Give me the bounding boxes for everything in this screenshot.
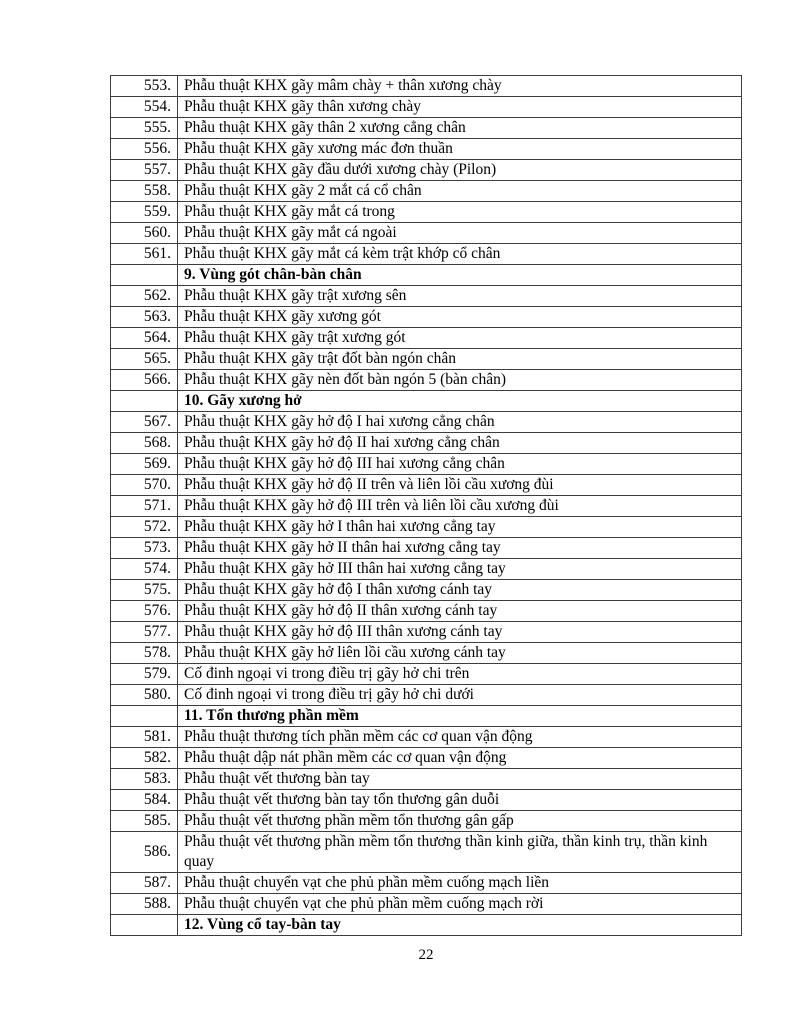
- row-description: Phẫu thuật KHX gãy mâm chày + thân xương chày: [178, 76, 742, 97]
- row-number: 583.: [111, 769, 178, 790]
- row-number: 554.: [111, 97, 178, 118]
- table-row: [111, 349, 742, 370]
- row-number: [111, 265, 178, 286]
- table-row: [111, 475, 742, 496]
- row-description: Phẫu thuật KHX gãy hở II thân hai xương cẳng tay: [178, 538, 742, 559]
- table-row: [111, 811, 742, 832]
- row-description: Phẫu thuật KHX gãy trật xương gót: [178, 328, 742, 349]
- table-row: [111, 160, 742, 181]
- row-description: Phẫu thuật KHX gãy trật đốt bàn ngón chân: [178, 349, 742, 370]
- row-description: Phẫu thuật KHX gãy thân xương chày: [178, 97, 742, 118]
- row-number: 556.: [111, 139, 178, 160]
- row-number: 558.: [111, 181, 178, 202]
- row-number: 577.: [111, 622, 178, 643]
- row-number: 582.: [111, 748, 178, 769]
- row-description: Phẫu thuật KHX gãy nèn đốt bàn ngón 5 (bàn chân): [178, 370, 742, 391]
- row-description: Phẫu thuật KHX gãy hở độ II hai xương cẳng chân: [178, 433, 742, 454]
- procedures-table: [110, 75, 742, 936]
- row-description: Phẫu thuật KHX gãy hở độ III hai xương cẳng chân: [178, 454, 742, 475]
- page-number: 22: [418, 947, 434, 963]
- row-description: Phẫu thuật KHX gãy hở liên lồi cầu xương cánh tay: [178, 643, 742, 664]
- table-row: [111, 685, 742, 706]
- row-description: Phẫu thuật KHX gãy hở III thân hai xương cẳng tay: [178, 559, 742, 580]
- row-number: 570.: [111, 475, 178, 496]
- row-description: Phẫu thuật dập nát phần mềm các cơ quan vận động: [178, 748, 742, 769]
- row-description: Phẫu thuật KHX gãy hở độ II trên và liên lồi cầu xương đùi: [178, 475, 742, 496]
- table-row: [111, 559, 742, 580]
- table-row: [111, 223, 742, 244]
- row-number: 568.: [111, 433, 178, 454]
- table-row: [111, 412, 742, 433]
- table-row: [111, 286, 742, 307]
- row-number: [111, 391, 178, 412]
- table-row: [111, 873, 742, 894]
- table-row: [111, 832, 742, 873]
- section-row: [111, 265, 742, 286]
- section-row: [111, 915, 742, 936]
- table-row: [111, 748, 742, 769]
- row-number: 566.: [111, 370, 178, 391]
- row-number: 562.: [111, 286, 178, 307]
- row-description: Phẫu thuật KHX gãy hở độ III trên và liên lồi cầu xương đùi: [178, 496, 742, 517]
- table-row: [111, 97, 742, 118]
- row-number: 561.: [111, 244, 178, 265]
- table-row: [111, 139, 742, 160]
- row-description: Phẫu thuật KHX gãy mắt cá trong: [178, 202, 742, 223]
- table-row: [111, 433, 742, 454]
- procedures-table-body: [111, 76, 742, 936]
- section-title: 10. Gãy xương hở: [178, 391, 742, 412]
- row-description: Phẫu thuật vết thương phần mềm tổn thương gân gấp: [178, 811, 742, 832]
- row-description: Phẫu thuật KHX gãy hở độ II thân xương cánh tay: [178, 601, 742, 622]
- row-description: Phẫu thuật vết thương phần mềm tổn thương thần kinh giữa, thần kinh trụ, thần kinh quay: [178, 832, 742, 873]
- row-description: Phẫu thuật thương tích phần mềm các cơ quan vận động: [178, 727, 742, 748]
- row-description: Phẫu thuật vết thương bàn tay: [178, 769, 742, 790]
- row-number: [111, 706, 178, 727]
- row-number: 574.: [111, 559, 178, 580]
- row-number: 586.: [111, 832, 178, 873]
- row-number: 584.: [111, 790, 178, 811]
- section-title: 9. Vùng gót chân-bàn chân: [178, 265, 742, 286]
- row-number: 576.: [111, 601, 178, 622]
- table-row: [111, 496, 742, 517]
- row-number: 588.: [111, 894, 178, 915]
- table-row: [111, 894, 742, 915]
- row-description: Phẫu thuật KHX gãy xương gót: [178, 307, 742, 328]
- row-number: 579.: [111, 664, 178, 685]
- row-description: Phẫu thuật chuyển vạt che phủ phần mềm cuống mạch rời: [178, 894, 742, 915]
- table-row: [111, 580, 742, 601]
- table-row: [111, 790, 742, 811]
- section-title: 12. Vùng cổ tay-bàn tay: [178, 915, 742, 936]
- row-description: Phẫu thuật KHX gãy mắt cá kèm trật khớp cổ chân: [178, 244, 742, 265]
- table-row: [111, 664, 742, 685]
- row-number: 563.: [111, 307, 178, 328]
- table-row: [111, 370, 742, 391]
- row-number: 553.: [111, 76, 178, 97]
- row-description: Phẫu thuật chuyển vạt che phủ phần mềm cuống mạch liền: [178, 873, 742, 894]
- table-row: [111, 244, 742, 265]
- row-description: Phẫu thuật KHX gãy hở I thân hai xương cẳng tay: [178, 517, 742, 538]
- row-number: 581.: [111, 727, 178, 748]
- row-number: 571.: [111, 496, 178, 517]
- row-number: 560.: [111, 223, 178, 244]
- row-description: Phẫu thuật KHX gãy đầu dưới xương chày (Pilon): [178, 160, 742, 181]
- table-row: [111, 307, 742, 328]
- row-number: 572.: [111, 517, 178, 538]
- row-description: Phẫu thuật KHX gãy xương mác đơn thuần: [178, 139, 742, 160]
- row-number: 569.: [111, 454, 178, 475]
- row-description: Cố đinh ngoại vi trong điều trị gãy hở chi trên: [178, 664, 742, 685]
- row-number: 559.: [111, 202, 178, 223]
- row-description: Phẫu thuật KHX gãy hở độ I hai xương cẳng chân: [178, 412, 742, 433]
- row-description: Phẫu thuật KHX gãy 2 mắt cá cổ chân: [178, 181, 742, 202]
- table-row: [111, 643, 742, 664]
- table-row: [111, 727, 742, 748]
- row-number: 564.: [111, 328, 178, 349]
- row-number: 578.: [111, 643, 178, 664]
- table-row: [111, 76, 742, 97]
- section-row: [111, 391, 742, 412]
- row-number: 580.: [111, 685, 178, 706]
- table-row: [111, 622, 742, 643]
- table-row: [111, 118, 742, 139]
- row-number: 565.: [111, 349, 178, 370]
- table-row: [111, 454, 742, 475]
- row-number: 555.: [111, 118, 178, 139]
- table-row: [111, 202, 742, 223]
- row-description: Phẫu thuật KHX gãy hở độ III thân xương cánh tay: [178, 622, 742, 643]
- table-row: [111, 538, 742, 559]
- row-description: Phẫu thuật KHX gãy thân 2 xương cẳng chân: [178, 118, 742, 139]
- table-row: [111, 769, 742, 790]
- row-description: Phẫu thuật KHX gãy hở độ I thân xương cánh tay: [178, 580, 742, 601]
- row-number: 585.: [111, 811, 178, 832]
- section-title: 11. Tổn thương phần mềm: [178, 706, 742, 727]
- section-row: [111, 706, 742, 727]
- row-number: 557.: [111, 160, 178, 181]
- row-number: 573.: [111, 538, 178, 559]
- row-number: 575.: [111, 580, 178, 601]
- table-row: [111, 328, 742, 349]
- row-description: Cố đinh ngoại vi trong điều trị gãy hở chi dưới: [178, 685, 742, 706]
- row-description: Phẫu thuật KHX gãy trật xương sên: [178, 286, 742, 307]
- row-number: [111, 915, 178, 936]
- table-row: [111, 181, 742, 202]
- table-row: [111, 517, 742, 538]
- row-description: Phẫu thuật vết thương bàn tay tổn thương gân duỗi: [178, 790, 742, 811]
- table-row: [111, 601, 742, 622]
- row-number: 567.: [111, 412, 178, 433]
- row-number: 587.: [111, 873, 178, 894]
- row-description: Phẫu thuật KHX gãy mắt cá ngoài: [178, 223, 742, 244]
